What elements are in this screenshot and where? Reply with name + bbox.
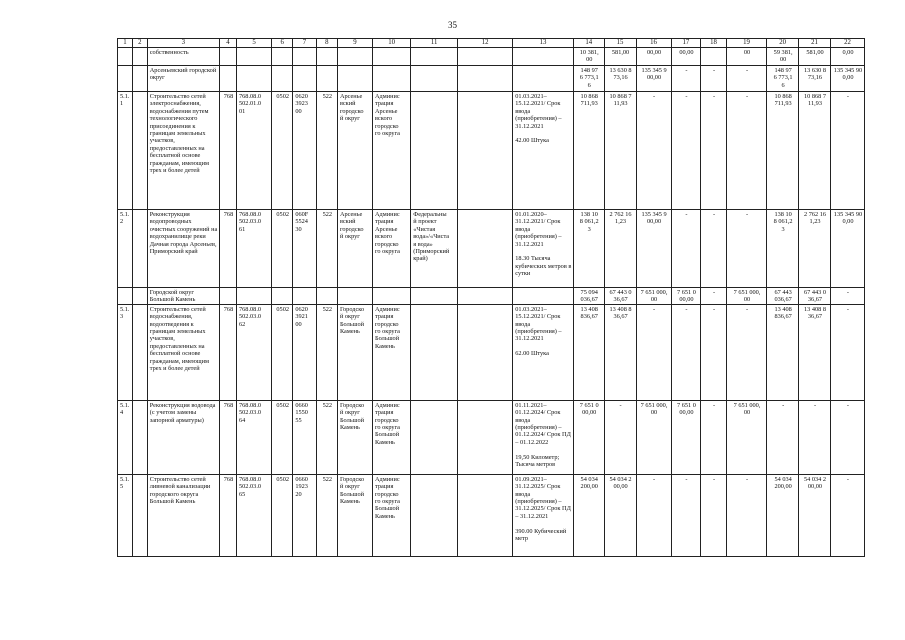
column-number-cell: 6: [272, 39, 293, 48]
table-row: [118, 304, 865, 400]
table-cell: 01.03.2021– 15.12.2021/ Срок ввода (приобретения) – 31.12.2021 42.00 Штука: [513, 92, 574, 210]
page-number: 35: [448, 20, 457, 30]
table-cell: [373, 48, 411, 66]
table-cell: Городско й округ Большой Камень: [337, 304, 372, 400]
table-row: [118, 92, 865, 210]
table-cell: -: [671, 304, 701, 400]
table-cell: 768: [220, 474, 237, 556]
table-cell: -: [671, 92, 701, 210]
table-cell: [411, 400, 458, 474]
table-cell: 148 97 6 773,1 6: [573, 66, 604, 92]
column-number-cell: 19: [726, 39, 766, 48]
table-cell: [316, 48, 337, 66]
table-cell: 768: [220, 400, 237, 474]
table-cell: [118, 48, 133, 66]
table-cell: [411, 48, 458, 66]
table-cell: [513, 48, 574, 66]
column-number-cell: 1: [118, 39, 133, 48]
table-row: [118, 400, 865, 474]
table-cell: 54 034 200,00: [573, 474, 604, 556]
table-cell: [316, 288, 337, 305]
table-cell: Админис трация Арсенье вского городско го округа: [373, 92, 411, 210]
column-number-cell: 22: [830, 39, 864, 48]
table-cell: 0660 1550 55: [293, 400, 316, 474]
table-cell: Строительство сетей электроснабжения, водоснабжения путем технологического присоединения к границам земельных участков, предоставленных на бесплатной основе гражданам, имеющим трех и более детей: [147, 92, 219, 210]
table-cell: 7 651 0 00,00: [671, 288, 701, 305]
table-cell: 00,00: [636, 48, 671, 66]
table-cell: Строительство сетей водоснабжения, водоотведения к границам земельных участков, предоставленных на бесплатной основе гражданам, имеющим трех и более детей: [147, 304, 219, 400]
table-cell: 0,00: [830, 48, 864, 66]
column-number-cell: 21: [799, 39, 831, 48]
table-cell: Реконструкция водопроводных очистных сооружений на водохранилище реки Дачная города Арсеньев, Приморский край: [147, 210, 219, 288]
table-cell: [132, 66, 147, 92]
table-cell: 54 034 2 00,00: [799, 474, 831, 556]
table-cell: 768.08.0 502.03.0 65: [237, 474, 272, 556]
table-cell: 7 651 000, 00: [726, 400, 766, 474]
table-cell: [513, 288, 574, 305]
table-cell: 5.1. 4: [118, 400, 133, 474]
table-cell: Админис трация Арсенье вского городско го округа: [373, 210, 411, 288]
table-cell: [411, 92, 458, 210]
table-cell: -: [701, 92, 727, 210]
table-cell: 10 868 7 11,93: [604, 92, 636, 210]
table-cell: 5.1. 1: [118, 92, 133, 210]
table-cell: 581,00: [604, 48, 636, 66]
column-number-cell: 7: [293, 39, 316, 48]
table-cell: -: [671, 210, 701, 288]
table-cell: 75 094 036,67: [573, 288, 604, 305]
column-number-cell: 13: [513, 39, 574, 48]
table-cell: 768.08.0 502.03.0 61: [237, 210, 272, 288]
table-cell: 135 345 90 0,00: [830, 210, 864, 288]
table-cell: [293, 288, 316, 305]
table-cell: 522: [316, 304, 337, 400]
table-cell: 0502: [272, 304, 293, 400]
table-cell: -: [726, 66, 766, 92]
column-number-cell: 3: [147, 39, 219, 48]
table-cell: 0620 3921 00: [293, 304, 316, 400]
table-cell: 00: [726, 48, 766, 66]
table-cell: 67 443 036,67: [767, 288, 799, 305]
table-cell: 7 651 000, 00: [636, 400, 671, 474]
table-cell: [337, 288, 372, 305]
column-number-cell: 2: [132, 39, 147, 48]
table-cell: Строительство сетей ливневой канализации городского округа Большой Камень: [147, 474, 219, 556]
column-number-cell: 15: [604, 39, 636, 48]
table-cell: 10 868 711,93: [767, 92, 799, 210]
table-cell: Арсенье вский городско й округ: [337, 210, 372, 288]
budget-table: [117, 38, 865, 557]
table-cell: 00,00: [671, 48, 701, 66]
table-cell: 768: [220, 210, 237, 288]
table-cell: Реконструкция водовода (с учетом замены запорной арматуры): [147, 400, 219, 474]
table-cell: -: [726, 92, 766, 210]
table-cell: 13 408 8 36,67: [799, 304, 831, 400]
table-cell: 13 630 8 73,16: [604, 66, 636, 92]
table-cell: [293, 66, 316, 92]
table-cell: собственность: [147, 48, 219, 66]
table-cell: [272, 66, 293, 92]
table-cell: 0502: [272, 210, 293, 288]
column-number-cell: 17: [671, 39, 701, 48]
table-cell: [293, 48, 316, 66]
table-cell: -: [767, 400, 799, 474]
table-cell: -: [830, 474, 864, 556]
table-cell: -: [701, 400, 727, 474]
table-row: [118, 288, 865, 305]
table-header-row: [118, 39, 865, 48]
column-number-cell: 8: [316, 39, 337, 48]
table-cell: [132, 48, 147, 66]
table-row: [118, 210, 865, 288]
table-cell: -: [701, 66, 727, 92]
table-cell: -: [701, 474, 727, 556]
table-cell: [458, 288, 513, 305]
table-cell: [458, 48, 513, 66]
table-cell: -: [671, 66, 701, 92]
table-cell: 5.1. 5: [118, 474, 133, 556]
table-cell: [337, 48, 372, 66]
table-cell: [411, 304, 458, 400]
table-cell: -: [671, 474, 701, 556]
table-cell: 148 97 6 773,1 6: [767, 66, 799, 92]
table-cell: [411, 474, 458, 556]
table-cell: 67 443 0 36,67: [799, 288, 831, 305]
table-cell: 522: [316, 474, 337, 556]
column-number-cell: 16: [636, 39, 671, 48]
table-cell: [132, 288, 147, 305]
column-number-cell: 18: [701, 39, 727, 48]
table-cell: [132, 474, 147, 556]
table-cell: Федеральны й проект «Чистая вода»/«Чиста я вода» (Приморский край): [411, 210, 458, 288]
table-cell: [237, 66, 272, 92]
table-cell: 138 10 8 061,2 3: [573, 210, 604, 288]
column-number-cell: 9: [337, 39, 372, 48]
table-cell: 10 868 7 11,93: [799, 92, 831, 210]
table-cell: 5.1. 2: [118, 210, 133, 288]
column-number-cell: 5: [237, 39, 272, 48]
table-cell: 13 408 836,67: [767, 304, 799, 400]
table-cell: 7 651 000, 00: [726, 288, 766, 305]
table-cell: -: [636, 92, 671, 210]
table-cell: [272, 48, 293, 66]
table-cell: Админис трация городско го округа Большой Камень: [373, 400, 411, 474]
table-cell: 0502: [272, 400, 293, 474]
table-cell: 2 762 16 1,23: [604, 210, 636, 288]
table-cell: Админис трация городско го округа Большой Камень: [373, 474, 411, 556]
table-cell: 522: [316, 92, 337, 210]
table-cell: [272, 288, 293, 305]
table-row: [118, 474, 865, 556]
table-cell: 01.09.2021– 31.12.2025/ Срок ввода (приобретения) – 31.12.2025/ Срок ПД – 31.12.2021 390.00 Кубический метр: [513, 474, 574, 556]
table-cell: [373, 66, 411, 92]
table-cell: 13 408 8 36,67: [604, 304, 636, 400]
table-cell: -: [726, 474, 766, 556]
table-cell: [118, 66, 133, 92]
table-cell: [458, 210, 513, 288]
table-cell: 522: [316, 400, 337, 474]
table-cell: [220, 288, 237, 305]
table-cell: [458, 92, 513, 210]
table-cell: 0660 1923 20: [293, 474, 316, 556]
table-cell: -: [701, 210, 727, 288]
table-cell: [373, 288, 411, 305]
table-cell: 138 10 8 061,2 3: [767, 210, 799, 288]
table-cell: 768: [220, 304, 237, 400]
table-cell: [132, 210, 147, 288]
table-cell: [458, 474, 513, 556]
table-cell: 0502: [272, 92, 293, 210]
table-cell: 135 345 9 00,00: [636, 210, 671, 288]
table-cell: -: [799, 400, 831, 474]
table-cell: [132, 92, 147, 210]
table-cell: [337, 66, 372, 92]
table-cell: Городско й округ Большой Камень: [337, 474, 372, 556]
table-cell: 135 345 9 00,00: [636, 66, 671, 92]
table-cell: [220, 48, 237, 66]
table-cell: 13 408 836,67: [573, 304, 604, 400]
table-cell: 01.01.2020– 31.12.2021/ Срок ввода (приобретения) – 31.12.2021 18.30 Тысяча кубических метров в сутки: [513, 210, 574, 288]
table-cell: -: [830, 288, 864, 305]
column-number-cell: 4: [220, 39, 237, 48]
table-cell: -: [604, 400, 636, 474]
table-cell: 7 651 0 00,00: [671, 400, 701, 474]
table-cell: -: [636, 304, 671, 400]
table-cell: [132, 304, 147, 400]
table-cell: [316, 66, 337, 92]
table-cell: 7 651 0 00,00: [573, 400, 604, 474]
table-cell: 7 651 000, 00: [636, 288, 671, 305]
table-cell: -: [830, 304, 864, 400]
column-number-cell: 20: [767, 39, 799, 48]
table-cell: [237, 48, 272, 66]
table-cell: 2 762 16 1,23: [799, 210, 831, 288]
table-cell: [458, 400, 513, 474]
table-cell: [411, 66, 458, 92]
table-cell: -: [726, 304, 766, 400]
table-cell: 581,00: [799, 48, 831, 66]
table-cell: Городской округ Большой Камень: [147, 288, 219, 305]
table-cell: -: [701, 304, 727, 400]
table-cell: -: [726, 210, 766, 288]
table-cell: [237, 288, 272, 305]
table-cell: 768: [220, 92, 237, 210]
table-cell: Админис трация городско го округа Большой Камень: [373, 304, 411, 400]
table-cell: [118, 288, 133, 305]
column-number-cell: 10: [373, 39, 411, 48]
table-row: [118, 48, 865, 66]
table-cell: [220, 66, 237, 92]
column-number-cell: 12: [458, 39, 513, 48]
table-cell: 59 381, 00: [767, 48, 799, 66]
column-number-cell: 11: [411, 39, 458, 48]
table-cell: 01.11.2021– 01.12.2024/ Срок ввода (приобретения) – 01.12.2024/ Срок ПД – 01.12.2022 19,50 Километр; Тысяча метров: [513, 400, 574, 474]
table-cell: Арсенье вский городско й округ: [337, 92, 372, 210]
table-cell: 01.03.2021– 15.12.2021/ Срок ввода (приобретения) – 31.12.2021 62.00 Штука: [513, 304, 574, 400]
table-cell: [458, 66, 513, 92]
table-cell: 10 868 711,93: [573, 92, 604, 210]
table-cell: [411, 288, 458, 305]
table-cell: [701, 48, 727, 66]
table-cell: 135 345 90 0,00: [830, 66, 864, 92]
table-cell: 54 034 200,00: [767, 474, 799, 556]
table-cell: [513, 66, 574, 92]
table-cell: 768.08.0 502.03.0 64: [237, 400, 272, 474]
table-cell: -: [701, 288, 727, 305]
table-cell: 5.1. 3: [118, 304, 133, 400]
table-cell: 67 443 0 36,67: [604, 288, 636, 305]
table-cell: -: [830, 92, 864, 210]
table-cell: -: [830, 400, 864, 474]
column-number-cell: 14: [573, 39, 604, 48]
table-cell: 060F 5524 30: [293, 210, 316, 288]
table-cell: 54 034 2 00,00: [604, 474, 636, 556]
table-cell: 768.08.0 502.01.0 01: [237, 92, 272, 210]
table-cell: 10 381, 00: [573, 48, 604, 66]
table-cell: 768.08.0 502.03.0 62: [237, 304, 272, 400]
table-cell: 13 630 8 73,16: [799, 66, 831, 92]
table-row: [118, 66, 865, 92]
table-cell: 0502: [272, 474, 293, 556]
table-cell: [132, 400, 147, 474]
table-cell: 522: [316, 210, 337, 288]
table-cell: 0620 3923 00: [293, 92, 316, 210]
table-cell: Городско й округ Большой Камень: [337, 400, 372, 474]
table-cell: Арсеньевский городской округ: [147, 66, 219, 92]
table-cell: [458, 304, 513, 400]
table-cell: -: [636, 474, 671, 556]
